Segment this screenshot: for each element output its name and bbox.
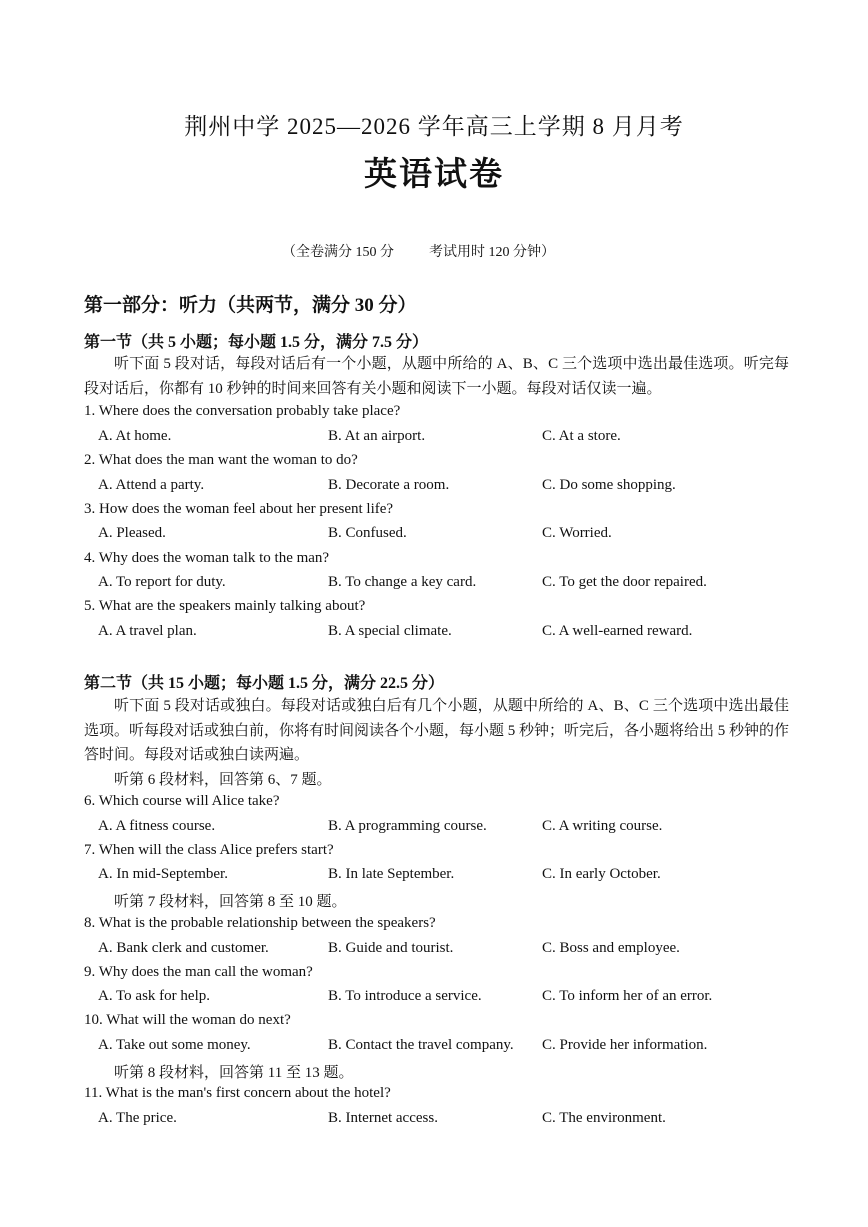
listen-instruction: 听第 6 段材料，回答第 6、7 题。 xyxy=(114,772,332,788)
option-c: C. Provide her information. xyxy=(542,1037,708,1053)
question-stem: 6. Which course will Alice take? xyxy=(84,793,280,809)
option-a: A. Bank clerk and customer. xyxy=(98,940,269,956)
option-c: C. At a store. xyxy=(542,428,621,444)
option-c: C. To inform her of an error. xyxy=(542,988,713,1004)
option-c: C. A writing course. xyxy=(542,818,663,834)
option-c: C. The environment. xyxy=(542,1110,666,1126)
question-stem: 1. Where does the conversation probably take place? xyxy=(84,403,401,419)
option-c: C. In early October. xyxy=(542,866,661,882)
section1-heading: 第一节（共 5 小题；每小题 1.5 分，满分 7.5 分） xyxy=(84,334,429,351)
option-b: B. A programming course. xyxy=(328,818,487,834)
option-c: C. A well-earned reward. xyxy=(542,623,693,639)
option-a: A. A fitness course. xyxy=(98,818,216,834)
exam-header-title: 荆州中学 2025—2026 学年高三上学期 8 月月考 xyxy=(184,114,684,139)
section1-instructions: 听下面 5 段对话，每段对话后有一个小题，从题中所给的 A、B、C 三个选项中选出最佳选项。听完每段对话后，你都有 10 秒钟的时间来回答有关小题和阅读下一小题。每段对话仅读一遍。 xyxy=(84,356,789,397)
part1-heading: 第一部分：听力（共两节，满分 30 分） xyxy=(84,295,417,316)
option-a: A. Pleased. xyxy=(98,525,166,541)
option-b: B. To introduce a service. xyxy=(328,988,482,1004)
question-stem: 11. What is the man's first concern about the hotel? xyxy=(84,1085,391,1101)
question-stem: 2. What does the man want the woman to do? xyxy=(84,452,358,468)
option-b: B. Confused. xyxy=(328,525,407,541)
question-stem: 9. Why does the man call the woman? xyxy=(84,964,313,980)
option-a: A. In mid-September. xyxy=(98,866,228,882)
option-a: A. At home. xyxy=(98,428,172,444)
option-b: B. At an airport. xyxy=(328,428,426,444)
option-c: C. To get the door repaired. xyxy=(542,574,707,590)
question-stem: 10. What will the woman do next? xyxy=(84,1012,291,1028)
option-b: B. In late September. xyxy=(328,866,455,882)
option-a: A. Take out some money. xyxy=(98,1037,251,1053)
question-stem: 5. What are the speakers mainly talking about? xyxy=(84,598,366,614)
option-b: B. A special climate. xyxy=(328,623,452,639)
exam-subject-title: 英语试卷 xyxy=(364,157,504,193)
option-b: B. Internet access. xyxy=(328,1110,438,1126)
section2-heading: 第二节（共 15 小题；每小题 1.5 分，满分 22.5 分） xyxy=(84,675,445,692)
option-a: A. Attend a party. xyxy=(98,477,205,493)
option-a: A. To report for duty. xyxy=(98,574,226,590)
listen-instruction: 听第 8 段材料，回答第 11 至 13 题。 xyxy=(114,1065,354,1081)
option-c: C. Worried. xyxy=(542,525,612,541)
option-b: B. To change a key card. xyxy=(328,574,477,590)
option-c: C. Do some shopping. xyxy=(542,477,676,493)
question-stem: 4. Why does the woman talk to the man? xyxy=(84,550,330,566)
option-a: A. To ask for help. xyxy=(98,988,210,1004)
option-a: A. A travel plan. xyxy=(98,623,197,639)
option-c: C. Boss and employee. xyxy=(542,940,680,956)
option-a: A. The price. xyxy=(98,1110,177,1126)
exam-info: （全卷满分 150 分 考试用时 120 分钟） xyxy=(282,245,555,260)
question-stem: 7. When will the class Alice prefers start? xyxy=(84,842,334,858)
listen-instruction: 听第 7 段材料，回答第 8 至 10 题。 xyxy=(114,894,347,910)
option-b: B. Contact the travel company. xyxy=(328,1037,514,1053)
question-stem: 3. How does the woman feel about her present life? xyxy=(84,501,394,517)
option-b: B. Guide and tourist. xyxy=(328,940,454,956)
section2-instructions: 听下面 5 段对话或独白。每段对话或独白后有几个小题，从题中所给的 A、B、C 三个选项中选出最佳选项。听每段对话或独白前，你将有时间阅读各个小题，每小题 5 秒钟；听完后，各小题将给出 5 秒钟的作答时间。每段对话或独白读两遍。 xyxy=(84,698,790,763)
option-b: B. Decorate a room. xyxy=(328,477,450,493)
question-stem: 8. What is the probable relationship between the speakers? xyxy=(84,915,436,931)
